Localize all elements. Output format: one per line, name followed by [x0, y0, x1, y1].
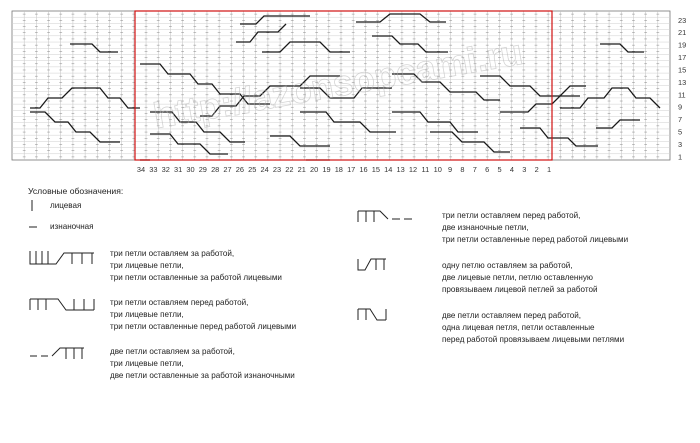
column-label: 34 — [136, 165, 146, 174]
column-label: 15 — [371, 165, 381, 174]
cable-3-3-front-knit-symbol — [28, 296, 98, 316]
column-label: 29 — [198, 165, 207, 174]
legend-purl-text: изнаночная — [50, 222, 94, 231]
watermark: http://azonsopcami.ru — [150, 31, 526, 137]
column-label: 6 — [485, 165, 490, 174]
legend-cable-2-3-back-text: две петли оставляем за работой, три лицевые петли, две петли оставленные за работой изнаночными — [110, 347, 295, 381]
cable-3-3-back-knit-symbol — [28, 248, 98, 268]
row-number-labels — [678, 16, 686, 162]
column-label: 31 — [173, 165, 183, 174]
column-number-labels — [137, 165, 551, 174]
column-label: 24 — [260, 165, 269, 174]
legend-cable-2-1-front-text: две петли оставляем перед работой, одна лицевая петля, петли оставленные перед работой провязываем лицевыми петлями — [442, 311, 625, 345]
column-label: 1 — [546, 165, 552, 174]
column-label: 28 — [211, 165, 220, 174]
legend-title: Условные обозначения: — [28, 186, 124, 196]
column-label: 13 — [396, 165, 405, 174]
purl-symbol — [28, 222, 42, 232]
column-label: 25 — [248, 165, 257, 174]
column-label: 2 — [534, 165, 539, 174]
row-label: 15 — [678, 65, 687, 75]
column-label: 3 — [522, 165, 527, 174]
column-label: 33 — [149, 165, 158, 174]
column-label: 22 — [285, 165, 294, 174]
cable-2-3-back-purl-symbol — [28, 344, 98, 364]
legend-cable-3-3-front-text: три петли оставляем перед работой, три лицевые петли, три петли оставленные перед работой лицевыми — [110, 298, 297, 332]
column-label: 23 — [272, 165, 282, 174]
row-label: 5 — [678, 127, 683, 137]
cable-3-2-front-purl-symbol — [356, 207, 426, 227]
column-label: 16 — [359, 165, 368, 174]
row-label: 1 — [678, 152, 683, 162]
column-label: 4 — [509, 165, 514, 174]
column-label: 8 — [460, 165, 465, 174]
row-label: 23 — [678, 15, 687, 25]
column-label: 32 — [161, 165, 170, 174]
legend-cable-3-3-back-text: три петли оставляем за работой, три лицевые петли, три петли оставленные за работой лицевыми — [110, 249, 282, 283]
column-label: 9 — [448, 165, 453, 174]
cable-2-1-front-knit-symbol — [356, 305, 396, 325]
legend-cable-3-2-front-text: три петли оставляем перед работой, две изнаночные петли, три петли оставленные перед работой лицевыми — [442, 211, 629, 245]
column-label: 5 — [497, 165, 502, 174]
column-label: 18 — [334, 165, 343, 174]
legend-cable-1-2-back-text: одну петлю оставляем за работой, две лицевые петли, петлю оставленную провязываем лицевой петлей за работой — [442, 261, 598, 295]
row-label: 17 — [678, 53, 687, 63]
row-label: 3 — [678, 139, 683, 149]
cable-1-2-back-knit-symbol — [356, 255, 396, 275]
row-label: 13 — [678, 77, 687, 87]
column-label: 19 — [322, 165, 331, 174]
column-label: 27 — [223, 165, 232, 174]
row-label: 21 — [678, 28, 687, 38]
column-label: 10 — [433, 165, 442, 174]
legend-knit-text: лицевая — [50, 201, 82, 210]
row-label: 11 — [678, 90, 686, 100]
row-label: 19 — [678, 40, 687, 50]
row-label: 9 — [678, 102, 683, 112]
row-label: 7 — [678, 115, 683, 125]
knit-symbol — [28, 199, 38, 213]
column-label: 21 — [297, 165, 306, 174]
column-label: 26 — [235, 165, 245, 174]
knitting-chart — [0, 0, 700, 180]
column-label: 17 — [347, 165, 356, 174]
column-label: 12 — [408, 165, 418, 174]
column-label: 30 — [186, 165, 195, 174]
column-label: 7 — [472, 165, 477, 174]
column-label: 20 — [309, 165, 319, 174]
column-label: 14 — [384, 165, 393, 174]
column-label: 11 — [421, 165, 430, 174]
